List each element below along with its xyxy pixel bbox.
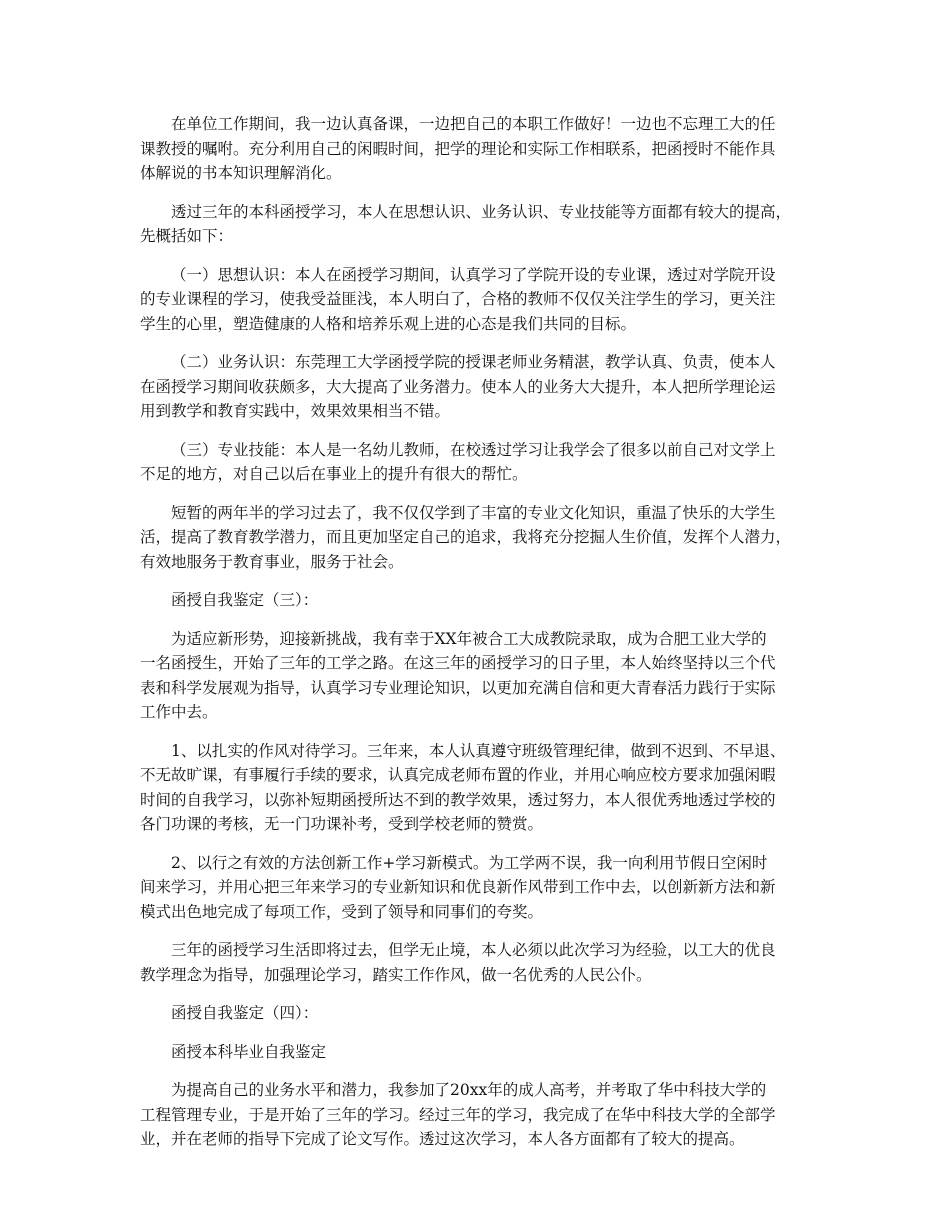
text-line: 学生的心里，塑造健康的人格和培养乐观上进的心态是我们共同的目标。 xyxy=(140,314,637,333)
text-line: 一名函授生，开始了三年的工学之路。在这三年的函授学习的日子里，本人始终坚持以三个代 xyxy=(140,654,776,672)
text-line: （三）专业技能：本人是一名幼儿教师，在校透过学习让我学会了很多以前自己对文学上 xyxy=(171,440,776,459)
paragraph xyxy=(140,112,820,186)
text-line: 短暂的两年半的学习过去了，我不仅仅学到了丰富的专业文化知识，重温了快乐的大学生 xyxy=(171,503,776,522)
text-line: （二）业务认识：东莞理工大学函授学院的授课老师业务精湛，教学认真、负责，使本人 xyxy=(171,353,776,371)
section-heading: 函授本科毕业自我鉴定 xyxy=(171,1042,327,1061)
text-line: 间来学习，并用心把三年来学习的专业新知识和优良新作风带到工作中去，以创新新方法和新 xyxy=(140,878,776,896)
paragraph xyxy=(140,438,820,487)
text-line: 透过三年的本科函授学习，本人在思想认识、业务认识、专业技能等方面都有较大的提高， xyxy=(171,202,792,221)
text-line: 1、以扎实的作风对待学习。三年来，本人认真遵守班级管理纪律，做到不迟到、不早退、 xyxy=(171,741,786,760)
paragraph xyxy=(140,1078,820,1152)
paragraph xyxy=(140,263,820,337)
text-line: 2、以行之有效的方法创新工作+学习新模式。为工学两不误，我一向利用节假日空闲时 xyxy=(171,853,768,872)
text-line: 不足的地方，对自己以后在事业上的提升有很大的帮忙。 xyxy=(140,465,528,483)
text-line: 体解说的书本知识理解消化。 xyxy=(140,164,342,182)
text-line: 活，提高了教育教学潜力，而且更加坚定自己的追求，我将充分挖掘人生价值，发挥个人潜力， xyxy=(140,528,792,546)
paragraph xyxy=(140,851,820,925)
text-line: 模式出色地完成了每项工作，受到了领导和同事们的夸奖。 xyxy=(140,902,544,921)
paragraph xyxy=(140,938,820,987)
text-line: 在函授学习期间收获颇多，大大提高了业务潜力。使本人的业务大大提升，本人把所学理论运 xyxy=(140,377,776,396)
text-line: 时间的自我学习，以弥补短期函授所达不到的教学效果，透过努力，本人很优秀地透过学校的 xyxy=(140,790,776,809)
text-line: 用到教学和教育实践中，效果效果相当不错。 xyxy=(140,402,451,420)
text-line: 各门功课的考核，无一门功课补考，受到学校老师的赞赏。 xyxy=(140,815,544,833)
paragraph xyxy=(140,739,820,837)
text-line: 工作中去。 xyxy=(140,703,218,721)
text-line: 的专业课程的学习，使我受益匪浅，本人明白了，合格的教师不仅仅关注学生的学习，更关注 xyxy=(140,290,776,308)
text-line: 有效地服务于教育事业，服务于社会。 xyxy=(140,552,404,571)
text-line: 在单位工作期间，我一边认真备课，一边把自己的本职工作做好！一边也不忘理工大的任 xyxy=(171,115,776,133)
text-line: 三年的函授学习生活即将过去，但学无止境，本人必须以此次学习为经验，以工大的优良 xyxy=(171,941,776,959)
paragraph xyxy=(140,350,820,424)
text-line: 先概括如下： xyxy=(140,227,234,245)
text-line: 教学理念为指导，加强理论学习，踏实工作作风，做一名优秀的人民公仆。 xyxy=(140,965,652,984)
text-line: （一）思想认识：本人在函授学习期间，认真学习了学院开设的专业课，透过对学院开设 xyxy=(171,265,776,284)
text-line: 不无故旷课，有事履行手续的要求，认真完成老师布置的作业，并用心响应校方要求加强闲暇 xyxy=(140,766,776,784)
document-page xyxy=(140,112,820,1166)
paragraph xyxy=(140,501,820,575)
text-line: 业，并在老师的指导下完成了论文写作。透过这次学习，本人各方面都有了较大的提高。 xyxy=(140,1130,745,1148)
text-line: 为适应新形势，迎接新挑战，我有幸于XX年被合工大成教院录取，成为合肥工业大学的 xyxy=(171,629,767,648)
section-heading: 函授自我鉴定（三）： xyxy=(171,591,319,609)
paragraph xyxy=(140,627,820,725)
text-line: 表和科学发展观为指导，认真学习专业理论知识，以更加充满自信和更大青春活力践行于实际 xyxy=(140,678,776,697)
text-line: 工程管理专业，于是开始了三年的学习。经过三年的学习，我完成了在华中科技大学的全部学 xyxy=(140,1105,776,1124)
paragraph xyxy=(140,200,820,249)
section-heading: 函授自我鉴定（四）： xyxy=(171,1004,319,1022)
text-line: 为提高自己的业务水平和潜力，我参加了20xx年的成人高考，并考取了华中科技大学的 xyxy=(171,1081,767,1099)
text-line: 课教授的嘱咐。充分利用自己的闲暇时间，把学的理论和实际工作相联系，把函授时不能作具 xyxy=(140,139,776,158)
